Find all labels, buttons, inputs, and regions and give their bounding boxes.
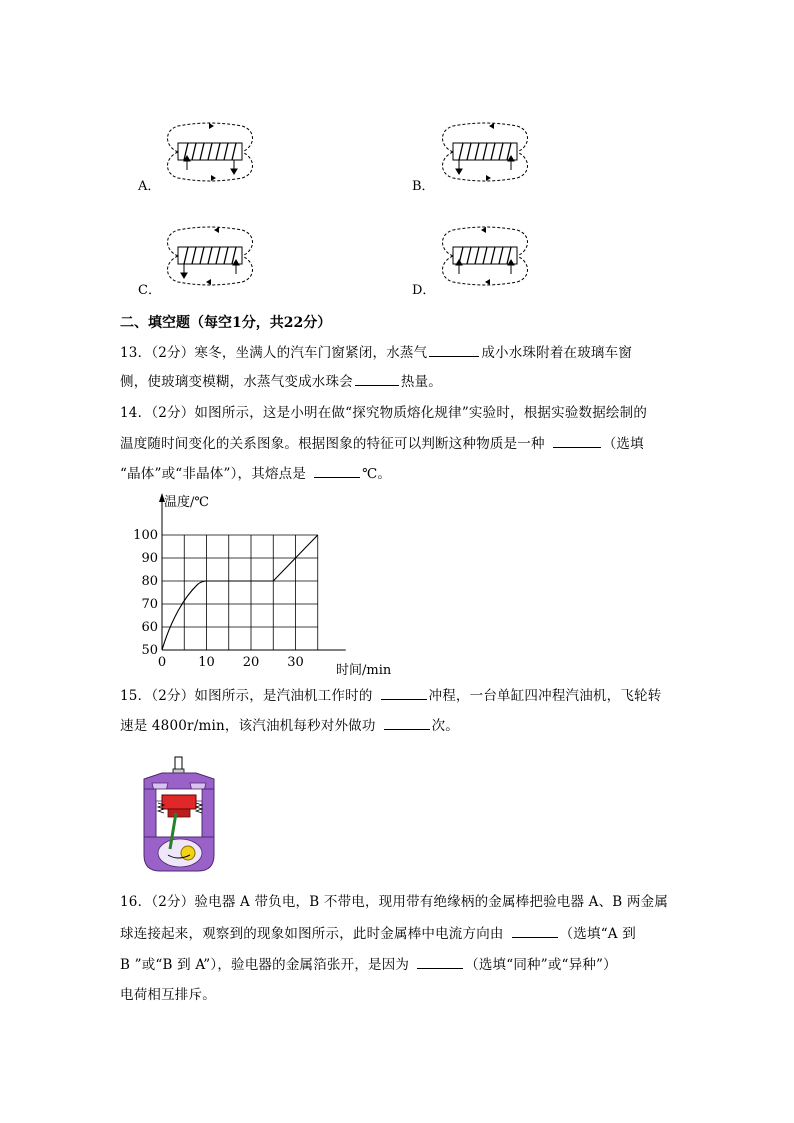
q14-blank-2[interactable]	[314, 464, 360, 478]
q15-text: 次。	[431, 718, 459, 734]
y-tick-label: 80	[141, 574, 158, 589]
section-title: 二、填空题（每空1分，共22分）	[120, 315, 332, 331]
q14-text: 温度随时间变化的关系图象。根据图象的特征可以判断这种物质是一种	[120, 436, 545, 452]
chart-series	[162, 535, 318, 650]
question-14-cont	[120, 434, 644, 454]
option-c-label[interactable]: C．	[138, 283, 161, 298]
option-c-figure	[160, 222, 260, 290]
y-tick-label: 60	[141, 620, 158, 635]
q16-text: B ”或“B 到 A”），验电器的金属箔张开，是因为	[120, 957, 410, 973]
q15-blank-1[interactable]	[381, 686, 427, 700]
q14-text: “晶体”或“非晶体”），其熔点是	[120, 466, 307, 482]
question-16	[120, 893, 668, 912]
engine-figure	[138, 755, 222, 873]
q13-blank-2[interactable]	[355, 372, 399, 386]
x-tick-label: 20	[242, 655, 260, 670]
q14-text: ℃。	[362, 466, 392, 482]
q13-text: 侧，使玻璃变模糊，水蒸气变成水珠会	[120, 374, 353, 390]
q13-number: 13．	[120, 345, 152, 361]
q14-text: （选填	[602, 436, 644, 452]
option-a-label[interactable]: A．	[138, 179, 161, 194]
q14-score: （2分）	[151, 405, 195, 421]
series-line-temperature	[162, 535, 318, 650]
option-b-label[interactable]: B．	[412, 179, 435, 194]
question-15	[120, 686, 661, 706]
option-d-label[interactable]: D．	[412, 283, 436, 298]
q16-score: （2分）	[151, 894, 195, 910]
chart-ylabel: 温度/℃	[164, 495, 209, 510]
option-a-figure	[160, 118, 260, 186]
x-tick-label: 10	[198, 655, 215, 670]
q15-number: 15．	[120, 688, 152, 704]
y-tick-label: 50	[141, 643, 158, 658]
question-16-cont	[120, 924, 636, 944]
q15-score: （2分）	[151, 688, 195, 704]
y-tick-label: 100	[133, 528, 158, 543]
chart-ticks	[133, 528, 304, 670]
y-tick-label: 70	[141, 597, 158, 612]
question-14	[120, 404, 647, 423]
chart-xlabel: 时间/min	[336, 663, 392, 678]
option-b-figure	[435, 118, 535, 186]
q16-blank-2[interactable]	[417, 955, 463, 969]
q13-text: 成小水珠附着在玻璃车窗	[481, 345, 633, 361]
q16-blank-1[interactable]	[512, 924, 558, 938]
question-13	[120, 343, 632, 363]
q15-text: 如图所示，是汽油机工作时的	[194, 688, 373, 704]
melting-chart	[130, 488, 410, 678]
q13-text: 热量。	[400, 374, 443, 390]
q14-blank-1[interactable]	[553, 434, 601, 448]
q15-text: 速是 4800r/min，该汽油机每秒对外做功	[120, 718, 376, 734]
q13-score: （2分）	[151, 345, 195, 361]
chart-grid	[162, 535, 318, 650]
question-15-cont	[120, 716, 459, 736]
option-d-figure	[435, 222, 535, 290]
question-13-cont	[120, 372, 442, 392]
q13-text: 寒冬，坐满人的汽车门窗紧闭，水蒸气	[194, 345, 428, 361]
question-16-cont	[120, 986, 216, 1005]
q16-text: 球连接起来，观察到的现象如图所示，此时金属棒中电流方向由	[120, 926, 504, 942]
question-16-cont	[120, 955, 617, 975]
q16-text: 电荷相互排斥。	[120, 987, 216, 1003]
q16-text: （选填“同种”或“异种”）	[465, 957, 617, 973]
q14-text: 如图所示，这是小明在做“探究物质熔化规律”实验时，根据实验数据绘制的	[194, 405, 648, 421]
q16-number: 16．	[120, 894, 152, 910]
q15-blank-2[interactable]	[384, 716, 430, 730]
y-tick-label: 90	[141, 551, 158, 566]
q14-number: 14．	[120, 405, 152, 421]
q16-text: 验电器 A 带负电，B 不带电，现用带有绝缘柄的金属棒把验电器 A、B 两金属	[194, 894, 669, 910]
question-14-cont	[120, 464, 391, 484]
q13-blank-1[interactable]	[429, 343, 479, 357]
q16-text: （选填“A 到	[559, 926, 636, 942]
q15-text: 冲程，一台单缸四冲程汽油机，飞轮转	[428, 688, 662, 704]
x-tick-label: 30	[287, 655, 304, 670]
x-tick-label: 0	[157, 655, 167, 670]
